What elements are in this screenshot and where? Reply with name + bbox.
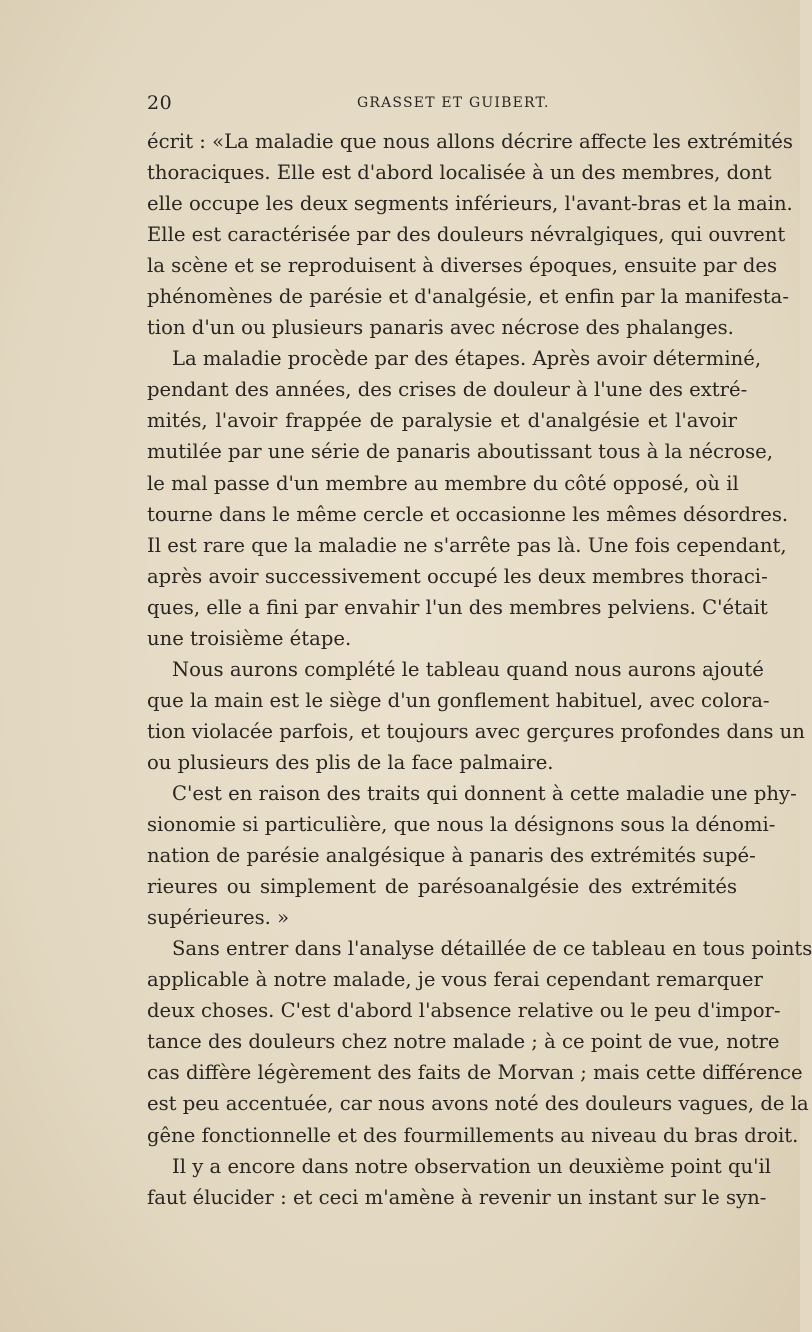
text-line: Nous aurons complété le tableau quand nous aurons ajouté <box>172 657 764 681</box>
text-line: deux choses. C'est d'abord l'absence relative ou le peu d'impor- <box>147 999 781 1023</box>
page-number: 20 <box>147 92 173 114</box>
text-line: thoraciques. Elle est d'abord localisée à un des membres, dont <box>147 161 772 185</box>
text-line: nation de parésie analgésique à panaris des extrémités supé- <box>147 844 756 868</box>
text-line: après avoir successivement occupé les deux membres thoraci- <box>147 564 768 588</box>
text-line: tance des douleurs chez notre malade ; à ce point de vue, notre <box>147 1030 780 1054</box>
text-line: La maladie procède par des étapes. Après avoir déterminé, <box>172 347 762 371</box>
text-line: applicable à notre malade, je vous ferai cependant remarquer <box>147 968 763 992</box>
text-line: sionomie si particulière, que nous la désignons sous la dénomi- <box>147 813 776 837</box>
text-line: gêne fonctionnelle et des fourmillements au niveau du bras droit. <box>147 1123 799 1147</box>
text-line: la scène et se reproduisent à diverses époques, ensuite par des <box>147 254 778 278</box>
text-line: une troisième étape. <box>147 626 352 650</box>
body-text <box>147 126 812 1213</box>
text-line: tion d'un ou plusieurs panaris avec nécrose des phalanges. <box>147 316 734 340</box>
text-line: le mal passe d'un membre au membre du côté opposé, où il <box>147 471 739 495</box>
text-line: Sans entrer dans l'analyse détaillée de ce tableau en tous points <box>172 937 812 961</box>
text-line: cas diffère légèrement des faits de Morvan ; mais cette différence <box>147 1061 803 1085</box>
text-line: C'est en raison des traits qui donnent à cette maladie une phy- <box>172 781 797 805</box>
text-line: ou plusieurs des plis de la face palmaire. <box>147 750 554 774</box>
text-line: pendant des années, des crises de douleur à l'une des extré- <box>147 378 748 402</box>
text-line: mutilée par une série de panaris aboutissant tous à la nécrose, <box>147 440 774 464</box>
page-header <box>147 92 727 118</box>
text-line: que la main est le siège d'un gonflement habituel, avec colora- <box>147 688 770 712</box>
text-line: Elle est caractérisée par des douleurs névralgiques, qui ouvrent <box>147 223 786 247</box>
text-line: ques, elle a fini par envahir l'un des membres pelviens. C'était <box>147 595 768 619</box>
text-line: mités, l'avoir frappée de paralysie et d'analgésie et l'avoir <box>147 409 737 433</box>
text-line: tion violacée parfois, et toujours avec gerçures profondes dans un <box>147 719 805 743</box>
text-line: est peu accentuée, car nous avons noté des douleurs vagues, de la <box>147 1092 809 1116</box>
text-line: écrit : «La maladie que nous allons décrire affecte les extrémités <box>147 130 793 153</box>
text-line: phénomènes de parésie et d'analgésie, et enfin par la manifesta- <box>147 285 789 309</box>
text-line: elle occupe les deux segments inférieurs, l'avant-bras et la main. <box>147 192 793 216</box>
text-line: Il est rare que la maladie ne s'arrête pas là. Une fois cependant, <box>147 533 787 557</box>
text-line: rieures ou simplement de parésoanalgésie des extrémités <box>147 875 737 899</box>
running-head: GRASSET ET GUIBERT. <box>357 95 550 111</box>
text-line: Il y a encore dans notre observation un deuxième point qu'il <box>172 1154 772 1178</box>
text-line: faut élucider : et ceci m'amène à revenir un instant sur le syn- <box>147 1185 767 1209</box>
text-line: supérieures. » <box>147 906 290 930</box>
text-line: tourne dans le même cercle et occasionne les mêmes désordres. <box>147 502 789 526</box>
